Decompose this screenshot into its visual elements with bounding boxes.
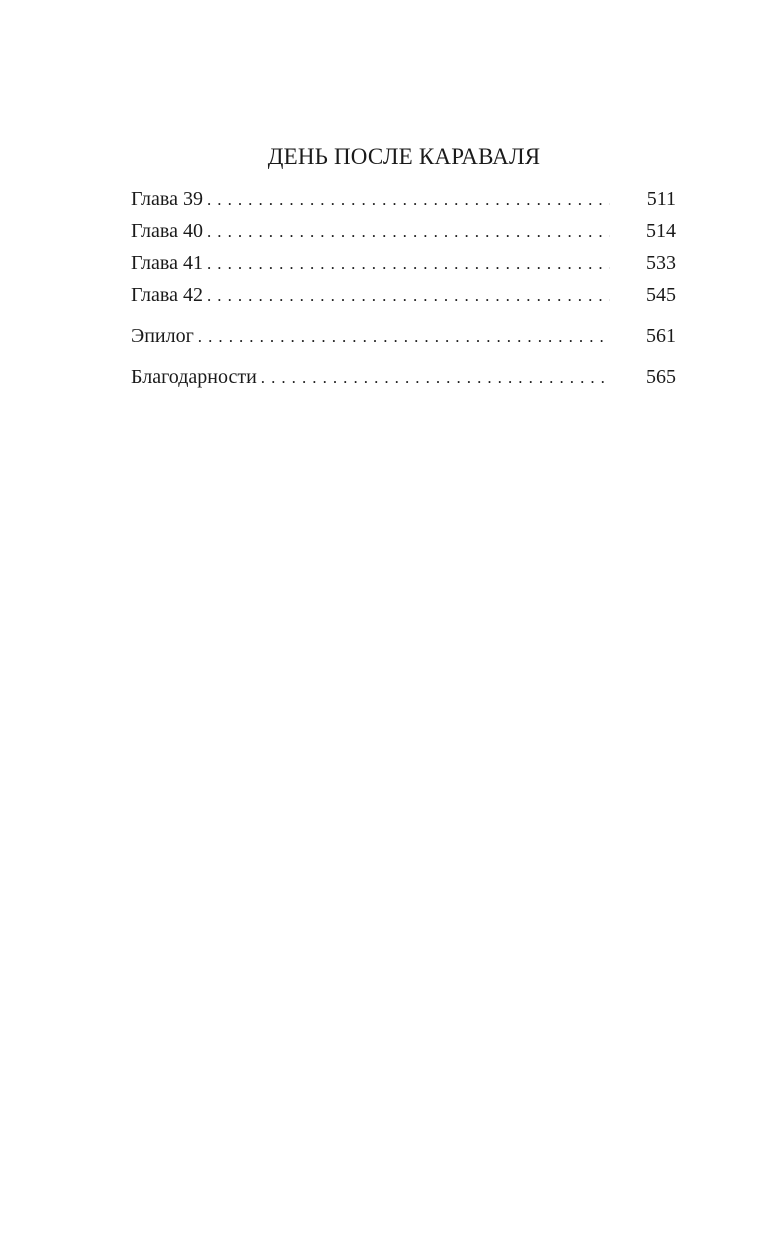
toc-entry-acknowledgements xyxy=(131,363,676,391)
toc-entry-epilogue xyxy=(131,322,676,350)
dot-leader xyxy=(261,363,610,391)
dot-leader xyxy=(207,281,610,309)
dot-leader xyxy=(207,185,610,213)
toc-entry-label: Глава 40 xyxy=(131,220,203,242)
dot-leader xyxy=(207,217,610,245)
toc-entry-page-number: 561 xyxy=(646,325,676,347)
toc-entry-page-number: 533 xyxy=(646,252,676,274)
toc-entry-page-number: 545 xyxy=(646,284,676,306)
toc-entry-label: Глава 42 xyxy=(131,284,203,306)
toc-entry-label: Глава 41 xyxy=(131,252,203,274)
toc-entry-label: Эпилог xyxy=(131,325,194,347)
toc-entry-page-number: 514 xyxy=(646,220,676,242)
toc-entry-page-number: 565 xyxy=(646,366,676,388)
section-title: ДЕНЬ ПОСЛЕ КАРАВАЛЯ xyxy=(267,144,541,169)
toc-entry-page-number: 511 xyxy=(646,188,676,210)
toc-entry-label: Благодарности xyxy=(131,366,257,388)
dot-leader xyxy=(207,249,610,277)
dot-leader xyxy=(198,322,610,350)
toc-entry-chapter-41 xyxy=(131,249,676,277)
toc-entry-label: Глава 39 xyxy=(131,188,203,210)
toc-entry-chapter-40 xyxy=(131,217,676,245)
toc-entry-chapter-42 xyxy=(131,281,676,309)
toc-entry-chapter-39 xyxy=(131,185,676,213)
